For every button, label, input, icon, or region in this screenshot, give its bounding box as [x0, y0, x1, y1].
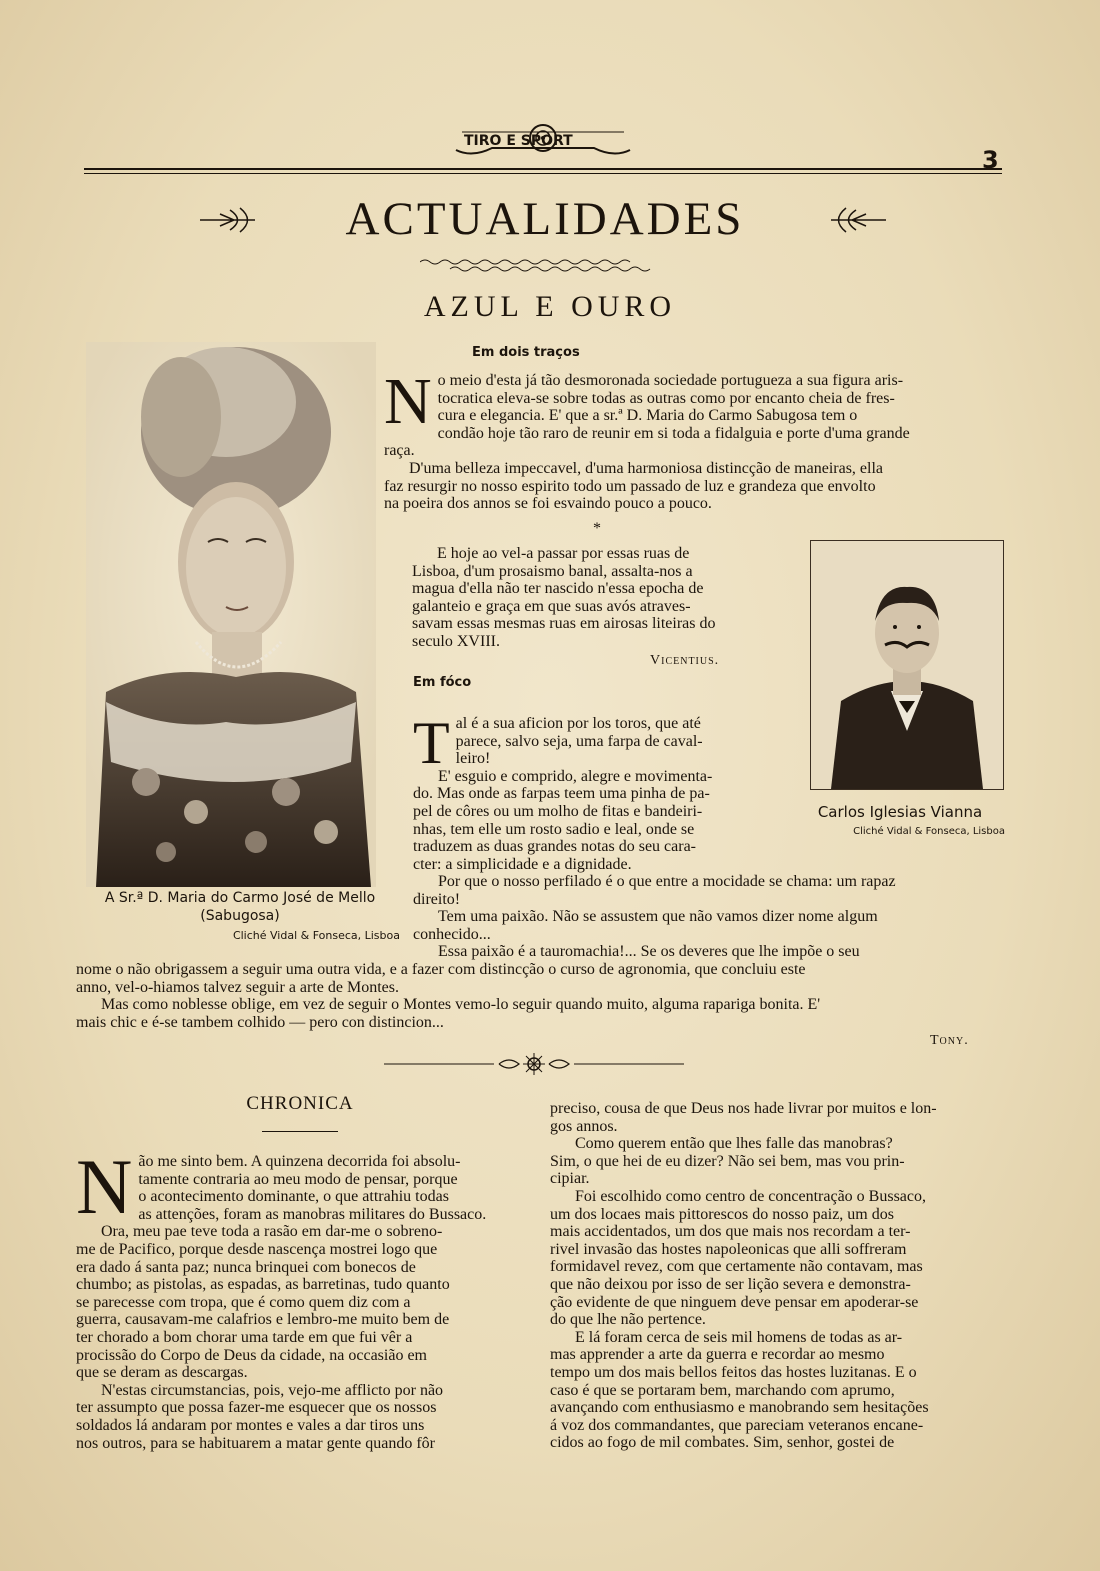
text-line: me de Pacifico, porque desde nascença mostrei logo que — [76, 1240, 438, 1258]
top-rule-thin — [84, 173, 1002, 174]
text-line: o meio d'esta já tão desmoronada sociedade portugueza a sua figura aris- — [437, 372, 904, 389]
text-line: E' esguio e comprido, alegre e movimenta- — [438, 767, 713, 785]
portrait-carlos-vianna — [811, 541, 1003, 789]
portrait-maria-carmo — [86, 342, 376, 887]
text-line: ção evidente de que ninguem deve pensar em apoderar-se — [550, 1293, 919, 1311]
article-em-foco — [413, 710, 775, 873]
article-em-foco-cont — [413, 873, 1003, 961]
text-line: Ora, meu pae teve toda a rasão em dar-me o sobreno- — [101, 1223, 443, 1241]
dropcap-n-chronica: N — [76, 1143, 133, 1230]
text-line: Foi escolhido como centro de concentração o Bussaco, — [575, 1187, 926, 1205]
text-line: chumbo; as pistolas, as espadas, as barretinas, tudo quanto — [76, 1276, 450, 1294]
text-line: parece, salvo seja, uma farpa de caval- — [455, 732, 703, 750]
wavy-divider — [420, 256, 680, 276]
text-line: galanteio e graça em que suas avós atraves- — [412, 597, 691, 615]
chronica-title: CHRONICA — [246, 1093, 354, 1114]
text-line: tempo um dos mais bellos feitos das hostes luzitanas. E o — [550, 1363, 917, 1381]
text-line: D'uma belleza impeccavel, d'uma harmoniosa distincção de maneiras, ella — [409, 459, 884, 477]
text-line: ão me sinto bem. A quinzena decorrida foi absolu- — [138, 1153, 461, 1170]
text-line: se parecesse com tropa, que é como quem diz com a — [76, 1293, 411, 1311]
heading-em-foco: Em fóco — [413, 675, 472, 690]
top-rule — [84, 168, 1002, 170]
text-line: seculo XVIII. — [412, 632, 500, 650]
portrait-left-caption: A Sr.ª D. Maria do Carmo José de Mello — [104, 890, 376, 906]
text-line: nome o não obrigassem a seguir uma outra vida, e a fazer com distincção o curso de agronomia, que concluiu este — [76, 961, 806, 978]
portrait-left-credit: Cliché Vidal & Fonseca, Lisboa — [232, 929, 400, 942]
text-line: guerra, causavam-me calafrios e lembro-me muito bem de — [76, 1311, 450, 1329]
text-line: um dos locaes mais pittorescos do nosso paiz, um dos — [550, 1205, 894, 1223]
text-line: faz resurgir no nosso espirito todo um passado de luz e grandeza que envolto — [384, 477, 876, 495]
text-line: avançando com enthusiasmo e manobrando sem hesitações — [550, 1399, 929, 1417]
text-line: cter: a simplicidade e a dignidade. — [413, 855, 632, 873]
text-line: do. Mas onde as farpas teem uma pinha de pa- — [413, 785, 710, 803]
portrait-right-credit: Cliché Vidal & Fonseca, Lisboa — [853, 826, 1005, 837]
text-line: mas apprender a arte da guerra e recordar ao mesmo — [550, 1346, 885, 1364]
text-line: Tem uma paixão. Não se assustem que não vamos dizer nome algum — [438, 908, 878, 926]
dropcap-t: T — [413, 710, 450, 776]
text-line: que se deram as descargas. — [76, 1364, 248, 1382]
text-line: anno, vel-o-hiamos talvez seguir a arte de Montes. — [76, 978, 399, 996]
text-line: savam essas mesmas ruas em airosas liteiras do — [412, 615, 716, 633]
text-line: preciso, cousa de que Deus nos hade livrar por muitos e lon- — [550, 1100, 937, 1117]
text-line: E lá foram cerca de seis mil homens de todas as ar- — [575, 1328, 903, 1346]
text-line: pel de côres ou um molho de fitas e bandeiri- — [413, 802, 703, 820]
text-line: á voz dos commandantes, que pareciam veteranos encane- — [550, 1416, 924, 1434]
text-line: cipiar. — [550, 1170, 590, 1188]
text-line: leiro! — [455, 750, 491, 768]
text-line: formidavel revez, com que certamente não contavam, mas — [550, 1258, 923, 1276]
article-em-foco-wide — [76, 961, 1002, 1031]
text-line: direito! — [413, 890, 461, 908]
text-line: traduzem as duas grandes notas do seu cara- — [413, 838, 696, 856]
star-separator: * — [593, 520, 601, 537]
chronica-column-2 — [550, 1100, 1002, 1452]
right-ornament — [826, 200, 886, 240]
text-line: do que lhe não pertence. — [550, 1311, 706, 1329]
text-line: mais accidentados, um dos que mais nos recordam a ter- — [550, 1223, 911, 1241]
text-line: ter chorado a bom chorar uma tarde em que fui vêr a — [76, 1328, 413, 1346]
text-line: N'estas circumstancias, pois, vejo-me afflicto por não — [101, 1381, 444, 1399]
text-line: rivel invasão das hostes napoleonicas que alli soffreram — [550, 1240, 907, 1258]
portrait-left-caption-2: (Sabugosa) — [200, 908, 280, 924]
text-line: era dado á santa paz; nunca brinquei com bonecos de — [76, 1258, 416, 1276]
text-line: al é a sua aficion por los toros, que até — [455, 715, 701, 732]
text-line: ter assumpto que possa fazer-me esquecer que os nossos — [76, 1399, 437, 1417]
text-line: Essa paixão é a tauromachia!... Se os deveres que lhe impõe o seu — [438, 943, 860, 961]
text-line: Sim, o que hei de eu dizer? Não sei bem, mas vou prin- — [550, 1152, 905, 1170]
text-line: conhecido... — [413, 925, 491, 943]
text-line: caso é que se portaram bem, marchando com aprumo, — [550, 1381, 895, 1399]
left-ornament — [200, 200, 260, 240]
article-dois-tracos-p2 — [412, 545, 777, 651]
heading-dois-tracos: Em dois traços — [472, 345, 580, 360]
text-line: E hoje ao vel-a passar por essas ruas de — [437, 545, 690, 562]
signature-vicentius: Vicentius. — [650, 653, 720, 668]
text-line: Lisboa, d'um prosaismo banal, assalta-nos a — [412, 562, 693, 580]
text-line: gos annos. — [550, 1117, 618, 1135]
signature-tony: Tony. — [930, 1033, 969, 1048]
text-line: Mas como noblesse oblige, em vez de seguir o Montes vemo-lo seguir quando muito, alguma rapariga bonita. E' — [101, 996, 821, 1014]
masthead-text: TIRO E SPORT — [464, 133, 573, 149]
text-line: na poeira dos annos se foi esvaindo pouco a pouco. — [384, 495, 712, 513]
portrait-right-frame — [810, 540, 1004, 790]
text-line: tamente contraria ao meu modo de pensar, porque — [138, 1170, 458, 1188]
ornamental-divider — [384, 1050, 684, 1078]
section-title: ACTUALIDADES — [345, 193, 745, 245]
text-line: procissão do Corpo de Deus da cidade, na occasião em — [76, 1346, 427, 1364]
text-line: que não deixou por isso de ser lição severa e demonstra- — [550, 1275, 911, 1293]
text-line: raça. — [384, 442, 415, 460]
text-line: soldados lá andaram por montes e vales a dar tiros uns — [76, 1416, 425, 1434]
text-line: o acontecimento dominante, o que attrahiu todas — [138, 1188, 449, 1206]
text-line: mais chic e é-se tambem colhido — pero con distincion... — [76, 1013, 444, 1031]
article-dois-tracos — [384, 365, 1004, 513]
text-line: as attenções, foram as manobras militares do Bussaco. — [138, 1205, 487, 1223]
text-line: cura e elegancia. E' que a sr.ª D. Maria do Carmo Sabugosa tem o — [437, 407, 858, 425]
portrait-right-caption: Carlos Iglesias Vianna — [817, 803, 983, 821]
text-line: cidos ao fogo de mil combates. Sim, senhor, gostei de — [550, 1434, 895, 1452]
chronica-rule — [262, 1131, 338, 1132]
masthead-logo — [452, 118, 634, 160]
text-line: magua d'ella não ter nascido n'essa epocha de — [412, 580, 704, 598]
text-line: Por que o nosso perfilado é o que entre a mocidade se chama: um rapaz — [438, 873, 896, 890]
dropcap-n: N — [384, 365, 432, 438]
text-line: nhas, tem elle um rosto sadio e leal, onde se — [413, 820, 695, 838]
page-number: 3 — [982, 146, 999, 174]
text-line: tocratica eleva-se sobre todas as outras como por encanto cheia de fres- — [437, 389, 895, 407]
text-line: condão hoje tão raro de reunir em si toda a fidalguia e porte d'uma grande — [437, 424, 910, 442]
text-line: Como querem então que lhes falle das manobras? — [575, 1135, 893, 1153]
article-subtitle: AZUL E OURO — [423, 290, 677, 323]
chronica-column-1 — [76, 1143, 520, 1452]
text-line: nos outros, para se habituarem a matar gente quando fôr — [76, 1434, 435, 1452]
